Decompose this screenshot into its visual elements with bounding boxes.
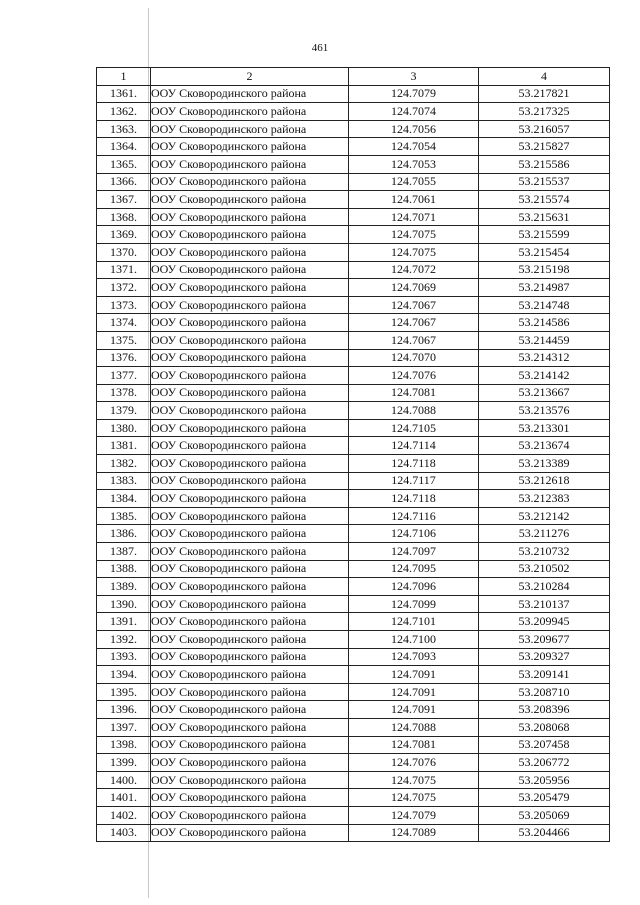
- organization-cell: ООУ Сковородинского района: [151, 631, 349, 649]
- longitude-cell: 124.7116: [349, 507, 479, 525]
- table-row: [97, 490, 610, 508]
- row-number-cell: 1364.: [97, 138, 151, 156]
- organization-cell: ООУ Сковородинского района: [151, 595, 349, 613]
- table-row: [97, 243, 610, 261]
- table-row: [97, 191, 610, 209]
- latitude-cell: 53.208396: [479, 701, 610, 719]
- organization-cell: ООУ Сковородинского района: [151, 402, 349, 420]
- organization-cell: ООУ Сковородинского района: [151, 455, 349, 473]
- longitude-cell: 124.7101: [349, 613, 479, 631]
- longitude-cell: 124.7091: [349, 683, 479, 701]
- organization-cell: ООУ Сковородинского района: [151, 331, 349, 349]
- row-number-cell: 1389.: [97, 578, 151, 596]
- longitude-cell: 124.7095: [349, 560, 479, 578]
- table-row: [97, 437, 610, 455]
- organization-cell: ООУ Сковородинского района: [151, 736, 349, 754]
- latitude-cell: 53.214312: [479, 349, 610, 367]
- table-row: [97, 419, 610, 437]
- latitude-cell: 53.215586: [479, 155, 610, 173]
- latitude-cell: 53.214586: [479, 314, 610, 332]
- organization-cell: ООУ Сковородинского района: [151, 543, 349, 561]
- latitude-cell: 53.210502: [479, 560, 610, 578]
- organization-cell: ООУ Сковородинского района: [151, 437, 349, 455]
- table-row: [97, 754, 610, 772]
- row-number-cell: 1379.: [97, 402, 151, 420]
- table-row: [97, 455, 610, 473]
- longitude-cell: 124.7088: [349, 718, 479, 736]
- longitude-cell: 124.7106: [349, 525, 479, 543]
- table-row: [97, 683, 610, 701]
- organization-cell: ООУ Сковородинского района: [151, 191, 349, 209]
- row-number-cell: 1373.: [97, 296, 151, 314]
- longitude-cell: 124.7075: [349, 789, 479, 807]
- organization-cell: ООУ Сковородинского района: [151, 155, 349, 173]
- table-row: [97, 472, 610, 490]
- row-number-cell: 1395.: [97, 683, 151, 701]
- coordinates-table: [96, 67, 610, 842]
- latitude-cell: 53.217821: [479, 85, 610, 103]
- longitude-cell: 124.7054: [349, 138, 479, 156]
- latitude-cell: 53.207458: [479, 736, 610, 754]
- row-number-cell: 1385.: [97, 507, 151, 525]
- latitude-cell: 53.210284: [479, 578, 610, 596]
- table-row: [97, 314, 610, 332]
- longitude-cell: 124.7076: [349, 754, 479, 772]
- latitude-cell: 53.215574: [479, 191, 610, 209]
- latitude-cell: 53.213667: [479, 384, 610, 402]
- latitude-cell: 53.217325: [479, 103, 610, 121]
- column-header-1: 1: [97, 68, 151, 86]
- table-row: [97, 402, 610, 420]
- row-number-cell: 1376.: [97, 349, 151, 367]
- table-body: [97, 85, 610, 842]
- organization-cell: ООУ Сковородинского района: [151, 472, 349, 490]
- organization-cell: ООУ Сковородинского района: [151, 683, 349, 701]
- longitude-cell: 124.7088: [349, 402, 479, 420]
- longitude-cell: 124.7117: [349, 472, 479, 490]
- row-number-cell: 1393.: [97, 648, 151, 666]
- row-number-cell: 1400.: [97, 771, 151, 789]
- latitude-cell: 53.209945: [479, 613, 610, 631]
- latitude-cell: 53.214748: [479, 296, 610, 314]
- latitude-cell: 53.210137: [479, 595, 610, 613]
- latitude-cell: 53.212383: [479, 490, 610, 508]
- table-row: [97, 120, 610, 138]
- latitude-cell: 53.205069: [479, 806, 610, 824]
- table-row: [97, 208, 610, 226]
- table-row: [97, 155, 610, 173]
- longitude-cell: 124.7072: [349, 261, 479, 279]
- longitude-cell: 124.7075: [349, 226, 479, 244]
- table-row: [97, 261, 610, 279]
- longitude-cell: 124.7053: [349, 155, 479, 173]
- organization-cell: ООУ Сковородинского района: [151, 296, 349, 314]
- table-row: [97, 226, 610, 244]
- longitude-cell: 124.7093: [349, 648, 479, 666]
- latitude-cell: 53.211276: [479, 525, 610, 543]
- organization-cell: ООУ Сковородинского района: [151, 314, 349, 332]
- latitude-cell: 53.205479: [479, 789, 610, 807]
- latitude-cell: 53.206772: [479, 754, 610, 772]
- table-row: [97, 279, 610, 297]
- longitude-cell: 124.7067: [349, 296, 479, 314]
- table-row: [97, 771, 610, 789]
- latitude-cell: 53.215198: [479, 261, 610, 279]
- longitude-cell: 124.7075: [349, 771, 479, 789]
- organization-cell: ООУ Сковородинского района: [151, 507, 349, 525]
- row-number-cell: 1399.: [97, 754, 151, 772]
- table-row: [97, 806, 610, 824]
- latitude-cell: 53.213389: [479, 455, 610, 473]
- latitude-cell: 53.209677: [479, 631, 610, 649]
- table-row: [97, 138, 610, 156]
- longitude-cell: 124.7079: [349, 85, 479, 103]
- longitude-cell: 124.7055: [349, 173, 479, 191]
- table-row: [97, 103, 610, 121]
- latitude-cell: 53.208710: [479, 683, 610, 701]
- organization-cell: ООУ Сковородинского района: [151, 754, 349, 772]
- latitude-cell: 53.215631: [479, 208, 610, 226]
- organization-cell: ООУ Сковородинского района: [151, 490, 349, 508]
- organization-cell: ООУ Сковородинского района: [151, 103, 349, 121]
- row-number-cell: 1397.: [97, 718, 151, 736]
- table-row: [97, 718, 610, 736]
- organization-cell: ООУ Сковородинского района: [151, 789, 349, 807]
- longitude-cell: 124.7091: [349, 666, 479, 684]
- longitude-cell: 124.7118: [349, 455, 479, 473]
- longitude-cell: 124.7081: [349, 736, 479, 754]
- table-row: [97, 296, 610, 314]
- page-number: 461: [311, 42, 329, 54]
- organization-cell: ООУ Сковородинского района: [151, 120, 349, 138]
- latitude-cell: 53.204466: [479, 824, 610, 842]
- latitude-cell: 53.209141: [479, 666, 610, 684]
- longitude-cell: 124.7056: [349, 120, 479, 138]
- organization-cell: ООУ Сковородинского района: [151, 226, 349, 244]
- row-number-cell: 1371.: [97, 261, 151, 279]
- latitude-cell: 53.216057: [479, 120, 610, 138]
- organization-cell: ООУ Сковородинского района: [151, 648, 349, 666]
- row-number-cell: 1390.: [97, 595, 151, 613]
- row-number-cell: 1386.: [97, 525, 151, 543]
- row-number-cell: 1368.: [97, 208, 151, 226]
- table-row: [97, 666, 610, 684]
- longitude-cell: 124.7075: [349, 243, 479, 261]
- table-row: [97, 507, 610, 525]
- longitude-cell: 124.7089: [349, 824, 479, 842]
- latitude-cell: 53.214987: [479, 279, 610, 297]
- row-number-cell: 1378.: [97, 384, 151, 402]
- organization-cell: ООУ Сковородинского района: [151, 525, 349, 543]
- table-row: [97, 648, 610, 666]
- latitude-cell: 53.213576: [479, 402, 610, 420]
- row-number-cell: 1391.: [97, 613, 151, 631]
- row-number-cell: 1363.: [97, 120, 151, 138]
- latitude-cell: 53.214459: [479, 331, 610, 349]
- table-row: [97, 824, 610, 842]
- row-number-cell: 1401.: [97, 789, 151, 807]
- table-row: [97, 331, 610, 349]
- column-header-3: 3: [349, 68, 479, 86]
- row-number-cell: 1374.: [97, 314, 151, 332]
- row-number-cell: 1361.: [97, 85, 151, 103]
- latitude-cell: 53.208068: [479, 718, 610, 736]
- row-number-cell: 1366.: [97, 173, 151, 191]
- column-header-4: 4: [479, 68, 610, 86]
- latitude-cell: 53.209327: [479, 648, 610, 666]
- longitude-cell: 124.7097: [349, 543, 479, 561]
- organization-cell: ООУ Сковородинского района: [151, 173, 349, 191]
- row-number-cell: 1388.: [97, 560, 151, 578]
- longitude-cell: 124.7071: [349, 208, 479, 226]
- row-number-cell: 1365.: [97, 155, 151, 173]
- table-row: [97, 631, 610, 649]
- longitude-cell: 124.7114: [349, 437, 479, 455]
- organization-cell: ООУ Сковородинского района: [151, 613, 349, 631]
- longitude-cell: 124.7118: [349, 490, 479, 508]
- longitude-cell: 124.7061: [349, 191, 479, 209]
- row-number-cell: 1403.: [97, 824, 151, 842]
- organization-cell: ООУ Сковородинского района: [151, 578, 349, 596]
- table-row: [97, 595, 610, 613]
- latitude-cell: 53.212618: [479, 472, 610, 490]
- row-number-cell: 1380.: [97, 419, 151, 437]
- longitude-cell: 124.7079: [349, 806, 479, 824]
- table-row: [97, 525, 610, 543]
- table-row: [97, 384, 610, 402]
- table-row: [97, 578, 610, 596]
- row-number-cell: 1392.: [97, 631, 151, 649]
- table-row: [97, 173, 610, 191]
- latitude-cell: 53.212142: [479, 507, 610, 525]
- latitude-cell: 53.214142: [479, 367, 610, 385]
- row-number-cell: 1384.: [97, 490, 151, 508]
- table-row: [97, 789, 610, 807]
- organization-cell: ООУ Сковородинского района: [151, 208, 349, 226]
- latitude-cell: 53.215827: [479, 138, 610, 156]
- table-row: [97, 560, 610, 578]
- organization-cell: ООУ Сковородинского района: [151, 367, 349, 385]
- table-header-row: [97, 68, 610, 86]
- row-number-cell: 1382.: [97, 455, 151, 473]
- organization-cell: ООУ Сковородинского района: [151, 279, 349, 297]
- column-header-2: 2: [151, 68, 349, 86]
- longitude-cell: 124.7096: [349, 578, 479, 596]
- longitude-cell: 124.7099: [349, 595, 479, 613]
- latitude-cell: 53.210732: [479, 543, 610, 561]
- row-number-cell: 1375.: [97, 331, 151, 349]
- row-number-cell: 1381.: [97, 437, 151, 455]
- row-number-cell: 1377.: [97, 367, 151, 385]
- organization-cell: ООУ Сковородинского района: [151, 824, 349, 842]
- table-row: [97, 543, 610, 561]
- row-number-cell: 1387.: [97, 543, 151, 561]
- longitude-cell: 124.7100: [349, 631, 479, 649]
- row-number-cell: 1396.: [97, 701, 151, 719]
- table-row: [97, 613, 610, 631]
- row-number-cell: 1369.: [97, 226, 151, 244]
- latitude-cell: 53.215599: [479, 226, 610, 244]
- longitude-cell: 124.7081: [349, 384, 479, 402]
- longitude-cell: 124.7074: [349, 103, 479, 121]
- longitude-cell: 124.7067: [349, 314, 479, 332]
- table-row: [97, 367, 610, 385]
- organization-cell: ООУ Сковородинского района: [151, 771, 349, 789]
- row-number-cell: 1398.: [97, 736, 151, 754]
- organization-cell: ООУ Сковородинского района: [151, 806, 349, 824]
- latitude-cell: 53.215454: [479, 243, 610, 261]
- longitude-cell: 124.7070: [349, 349, 479, 367]
- row-number-cell: 1402.: [97, 806, 151, 824]
- organization-cell: ООУ Сковородинского района: [151, 85, 349, 103]
- row-number-cell: 1383.: [97, 472, 151, 490]
- row-number-cell: 1370.: [97, 243, 151, 261]
- row-number-cell: 1394.: [97, 666, 151, 684]
- organization-cell: ООУ Сковородинского района: [151, 349, 349, 367]
- longitude-cell: 124.7067: [349, 331, 479, 349]
- table-row: [97, 701, 610, 719]
- longitude-cell: 124.7076: [349, 367, 479, 385]
- organization-cell: ООУ Сковородинского района: [151, 384, 349, 402]
- organization-cell: ООУ Сковородинского района: [151, 701, 349, 719]
- table-row: [97, 349, 610, 367]
- row-number-cell: 1362.: [97, 103, 151, 121]
- organization-cell: ООУ Сковородинского района: [151, 243, 349, 261]
- organization-cell: ООУ Сковородинского района: [151, 666, 349, 684]
- row-number-cell: 1372.: [97, 279, 151, 297]
- longitude-cell: 124.7069: [349, 279, 479, 297]
- row-number-cell: 1367.: [97, 191, 151, 209]
- longitude-cell: 124.7105: [349, 419, 479, 437]
- organization-cell: ООУ Сковородинского района: [151, 138, 349, 156]
- organization-cell: ООУ Сковородинского района: [151, 419, 349, 437]
- table-row: [97, 736, 610, 754]
- organization-cell: ООУ Сковородинского района: [151, 718, 349, 736]
- latitude-cell: 53.213674: [479, 437, 610, 455]
- organization-cell: ООУ Сковородинского района: [151, 560, 349, 578]
- latitude-cell: 53.205956: [479, 771, 610, 789]
- organization-cell: ООУ Сковородинского района: [151, 261, 349, 279]
- table-row: [97, 85, 610, 103]
- latitude-cell: 53.215537: [479, 173, 610, 191]
- longitude-cell: 124.7091: [349, 701, 479, 719]
- latitude-cell: 53.213301: [479, 419, 610, 437]
